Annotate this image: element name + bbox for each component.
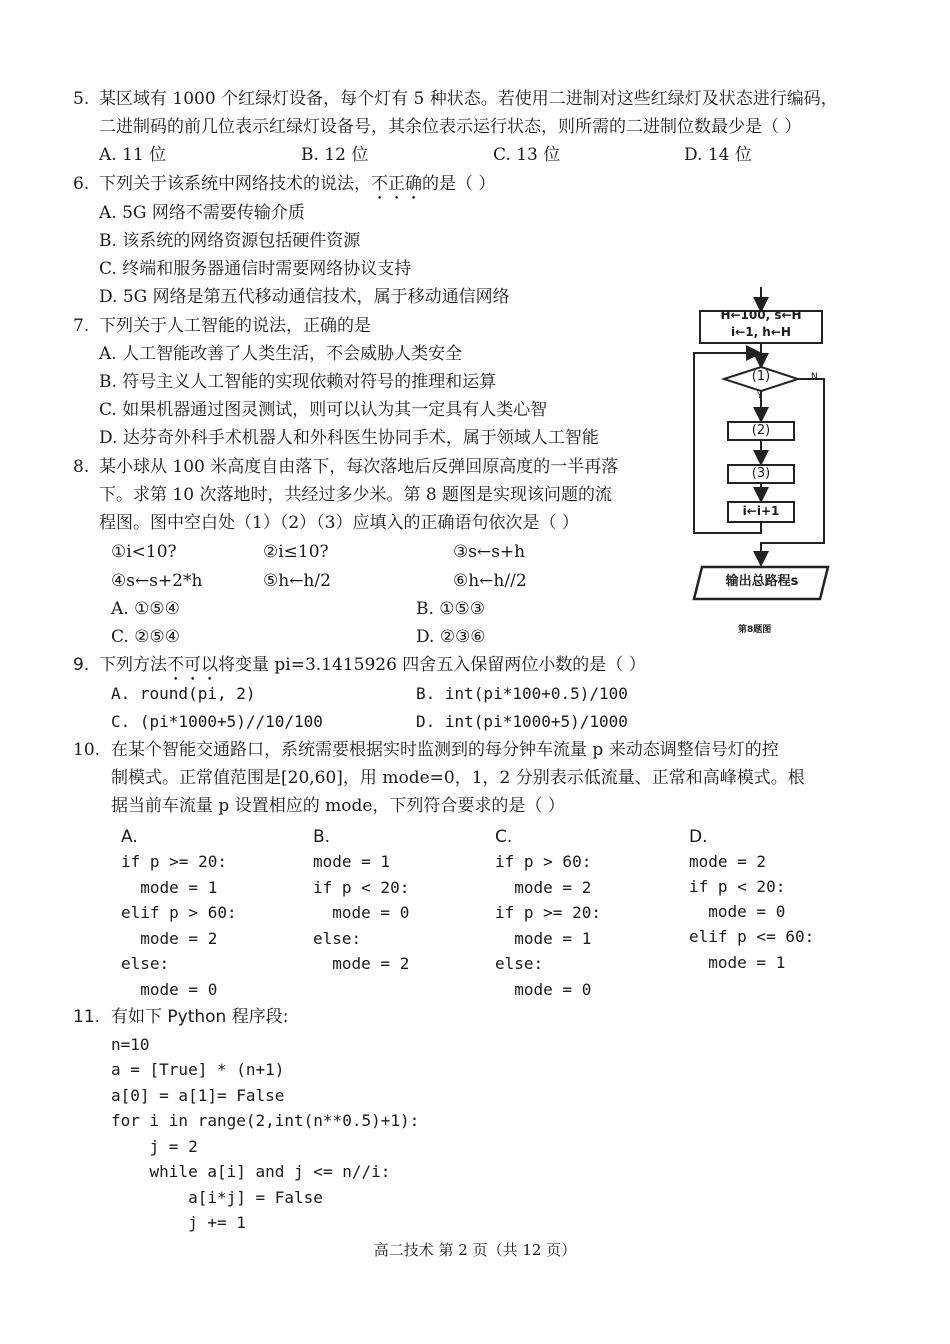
q8-option-d: D. ②③⑥ [416,627,486,647]
q9-stem-post: 将变量 pi=3.1415926 四舍五入保留两位小数的是（ ） [218,655,646,675]
q10-option-a-code-3: elif p > 60: [121,903,237,922]
flow-increment-label: i←i+1 [742,504,780,518]
q9-number: 9. [73,655,90,675]
q10-option-c-code-4: mode = 1 [495,929,592,948]
q8-option-a: A. ①⑤④ [111,599,180,619]
q8-choice-2: ②i≤10? [263,542,329,562]
q5-option-c: C. 13 位 [493,145,561,165]
q11-code-6: while a[i] and j <= n//i: [111,1162,391,1181]
flowchart-caption: 第8题图 [738,625,772,635]
q10-line3: 据当前车流量 p 设置相应的 mode，下列符合要求的是（ ） [111,796,565,816]
q6-stem-post: 的是（ ） [422,174,496,194]
q10-option-b-code-2: if p < 20: [313,878,410,897]
q10-option-c-code-3: if p >= 20: [495,903,601,922]
flow-init-line1: H←100, s←H [720,308,802,322]
q6-option-c: C. 终端和服务器通信时需要网络协议支持 [99,259,412,279]
q10-option-a-code-2: mode = 1 [121,878,218,897]
q10-option-d-label: D. [689,827,708,847]
q11-code-4: for i in range(2,int(n**0.5)+1): [111,1111,420,1130]
q10-line1: 在某个智能交通路口，系统需要根据实时监测到的每分钟车流量 p 来动态调整信号灯的控 [111,740,779,760]
q6-option-d: D. 5G 网络是第五代移动通信技术，属于移动通信网络 [99,287,510,307]
q5-option-b: B. 12 位 [301,145,369,165]
q5-line2: 二进制码的前几位表示红绿灯设备号，其余位表示运行状态，则所需的二进制位数最少是（ ） [99,117,802,137]
q10-option-d-code-4: elif p <= 60: [689,927,815,946]
q7-option-b: B. 符号主义人工智能的实现依赖对符号的推理和运算 [99,372,497,392]
q10-option-b-code-3: mode = 0 [313,903,410,922]
q8-choice-6: ⑥h←h//2 [453,571,527,591]
q8-line2: 下。求第 10 次落地时，共经过多少米。第 8 题图是实现该问题的流 [99,485,613,505]
q8-choice-4: ④s←s+2*h [111,571,203,591]
q8-choice-5: ⑤h←h/2 [263,571,331,591]
q10-option-a-code-5: else: [121,954,170,973]
q11-code-8: j += 1 [111,1213,246,1232]
q8-option-c: C. ②⑤④ [111,627,180,647]
page-footer: 高二技术 第 2 页（共 12 页） [373,1241,577,1259]
q9-stem-emphasis: 不可以 [167,655,218,675]
q10-option-c-code-1: if p > 60: [495,852,592,871]
q9-option-b: B. int(pi*100+0.5)/100 [416,684,628,703]
q10-option-b-label: B. [313,827,331,847]
q10-option-b-code-1: mode = 1 [313,852,391,871]
q10-option-c-code-6: mode = 0 [495,980,592,999]
q9-option-c: C. (pi*1000+5)//10/100 [111,712,323,731]
flow-step2-label: (2) [751,423,771,438]
q5-option-a: A. 11 位 [99,145,167,165]
q10-option-c-code-5: else: [495,954,544,973]
q11-number: 11. [73,1007,101,1027]
q7-number: 7. [73,316,90,336]
q10-number: 10. [73,740,101,760]
q7-option-d: D. 达芬奇外科手术机器人和外科医生协同手术，属于领域人工智能 [99,428,599,448]
q9-option-d: D. int(pi*1000+5)/1000 [416,712,628,731]
flow-no-label: N [811,372,818,382]
q10-option-c-label: C. [495,827,513,847]
q10-option-d-code-1: mode = 2 [689,852,767,871]
q11-stem: 有如下 Python 程序段: [111,1007,289,1027]
q10-option-a-code-6: mode = 0 [121,980,218,999]
q9-option-a: A. round(pi, 2) [111,684,256,703]
q5-option-d: D. 14 位 [684,145,752,165]
q11-code-5: j = 2 [111,1137,198,1156]
q7-option-a: A. 人工智能改善了人类生活，不会威胁人类安全 [99,344,463,364]
flow-step3-label: (3) [751,466,771,481]
q8-choice-3: ③s←s+h [453,542,526,562]
q6-stem-pre: 下列关于该系统中网络技术的说法， [99,174,371,194]
q6-stem [99,173,495,204]
flow-yes-label: Y [757,391,763,401]
q9-stem-pre: 下列方法 [99,655,167,675]
q6-option-b: B. 该系统的网络资源包括硬件资源 [99,231,361,251]
q8-choice-1: ①i<10? [111,542,177,562]
q10-option-d-code-5: mode = 1 [689,953,786,972]
q10-option-a-code-4: mode = 2 [121,929,218,948]
q10-option-a-code-1: if p >= 20: [121,852,227,871]
q11-code-2: a = [True] * (n+1) [111,1060,285,1079]
q6-number: 6. [73,174,90,194]
q10-option-d-code-2: if p < 20: [689,877,786,896]
flow-condition-label: (1) [751,369,771,384]
q11-code-3: a[0] = a[1]= False [111,1086,285,1105]
q8-line1: 某小球从 100 米高度自由落下，每次落地后反弹回原高度的一半再落 [99,457,619,477]
q10-option-c-code-2: mode = 2 [495,878,592,897]
q6-stem-emphasis: 不正确 [371,174,422,194]
flow-init-line2: i←1, h←H [731,325,791,339]
q5-number: 5. [73,89,90,109]
q10-option-b-code-5: mode = 2 [313,954,410,973]
q10-line2: 制模式。正常值范围是[20,60]，用 mode=0，1，2 分别表示低流量、正常和高峰模式。根 [111,768,805,788]
q5-line1: 某区域有 1000 个红绿灯设备，每个灯有 5 种状态。若使用二进制对这些红绿灯及状态进行编码， [99,89,838,109]
q7-stem: 下列关于人工智能的说法，正确的是 [99,316,371,336]
q11-code-1: n=10 [111,1035,150,1054]
q8-option-b: B. ①⑤③ [416,599,486,619]
q11-code-7: a[i*j] = False [111,1188,323,1207]
q8-line3: 程图。图中空白处（1）（2）（3）应填入的正确语句依次是（ ） [99,513,579,533]
q9-stem [99,654,646,685]
q10-option-a-label: A. [121,827,138,847]
q6-option-a: A. 5G 网络不需要传输介质 [99,203,305,223]
q10-option-d-code-3: mode = 0 [689,902,786,921]
q8-number: 8. [73,457,90,477]
q7-option-c: C. 如果机器通过图灵测试，则可以认为其一定具有人类心智 [99,400,548,420]
q10-option-b-code-4: else: [313,929,362,948]
flow-output-label: 输出总路程s [725,574,799,589]
